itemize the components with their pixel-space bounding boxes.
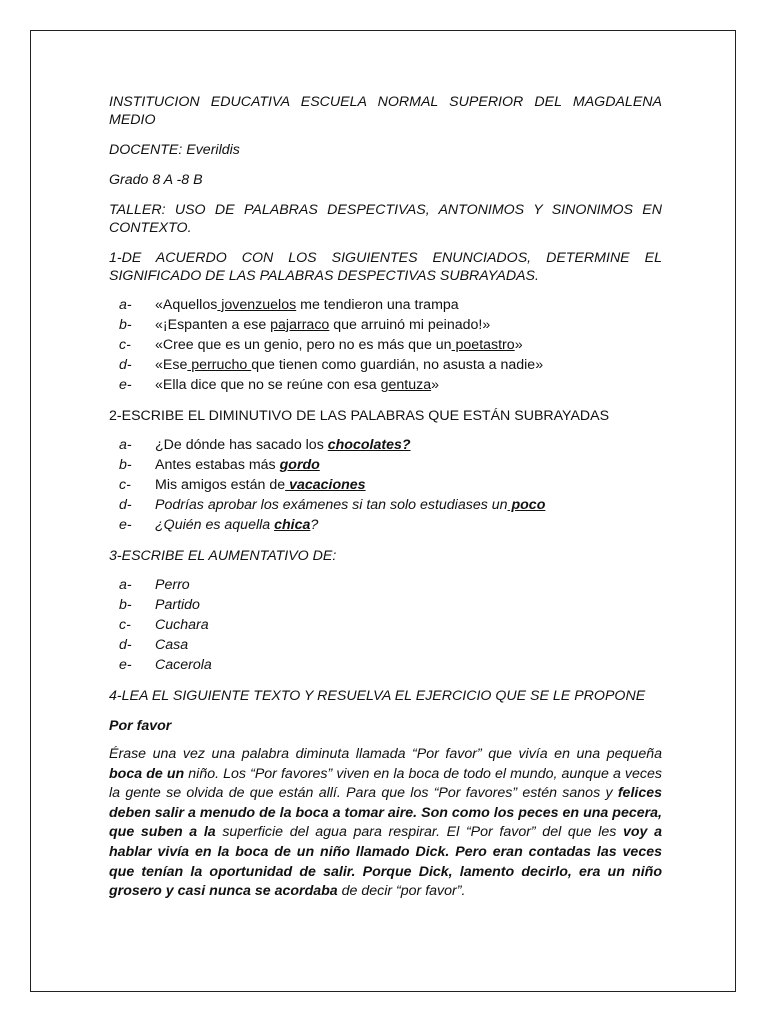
underlined-word: poco <box>507 497 546 513</box>
item-label: d- <box>119 637 132 653</box>
story-text: Érase una vez una palabra diminuta llamada “Por favor” que vivía en una pequeña boca de un niño. Los “Por favores” viven en la boca de todo el mundo, aunque a veces la gente se olvida de que están allí. Para que los “Por favores” estén sanos y felices deben salir a menudo de la boca a tomar aire. Son como los peces en una pecera, que suben a la superficie del agua para respirar. El “Por favor” del que les voy a hablar vivía en la boca de un niño llamado Dick. Pero eran contadas las veces que tenían la oportunidad de salir. Porque Dick, lamento decirlo, era un niño grosero y casi nunca se acordaba de decir “por favor”. <box>109 746 662 900</box>
underlined-word: pajarraco <box>270 317 330 333</box>
item-text: «Ella dice que no se reúne con esa gentuza» <box>155 377 439 393</box>
teacher-line: DOCENTE: Everildis <box>109 142 240 158</box>
item-text: Partido <box>155 597 200 613</box>
section1-list <box>109 295 662 395</box>
item-text: Cacerola <box>155 657 212 673</box>
item-text: «¡Espanten a ese pajarraco que arruinó mi peinado!» <box>155 317 491 333</box>
item-label: a- <box>119 437 132 453</box>
list-item <box>119 575 662 595</box>
workshop-title: TALLER: USO DE PALABRAS DESPECTIVAS, ANTONIMOS Y SINONIMOS EN CONTEXTO. <box>109 202 662 236</box>
item-label: b- <box>119 317 132 333</box>
underlined-word: chocolates? <box>327 437 411 453</box>
section1-instruction: 1-DE ACUERDO CON LOS SIGUIENTES ENUNCIADOS, DETERMINE EL SIGNIFICADO DE LAS PALABRAS DESPECTIVAS SUBRAYADAS. <box>109 250 662 284</box>
item-text: Perro <box>155 577 190 593</box>
item-text: «Ese perrucho que tienen como guardián, no asusta a nadie» <box>155 357 544 373</box>
item-label: c- <box>119 477 131 493</box>
underlined-word: gordo <box>279 457 320 473</box>
item-text: Podrías aprobar los exámenes si tan solo estudiases un poco <box>155 497 546 513</box>
list-item <box>119 515 662 535</box>
list-item <box>119 475 662 495</box>
list-item <box>119 315 662 335</box>
item-label: b- <box>119 457 132 473</box>
item-label: c- <box>119 617 131 633</box>
item-text: Antes estabas más gordo <box>155 457 320 473</box>
underlined-word: jovenzuelos <box>217 297 297 313</box>
item-label: d- <box>119 357 132 373</box>
section2-instruction: 2-ESCRIBE EL DIMINUTIVO DE LAS PALABRAS QUE ESTÁN SUBRAYADAS <box>109 408 610 424</box>
underlined-word: perrucho <box>187 357 252 373</box>
list-item <box>119 355 662 375</box>
item-label: e- <box>119 377 132 393</box>
list-item <box>119 375 662 395</box>
document-page <box>30 30 736 992</box>
grade-line: Grado 8 A -8 B <box>109 172 203 188</box>
item-label: a- <box>119 297 132 313</box>
item-label: a- <box>119 577 132 593</box>
list-item <box>119 615 662 635</box>
item-label: d- <box>119 497 132 513</box>
list-item <box>119 435 662 455</box>
section4-instruction: 4-LEA EL SIGUIENTE TEXTO Y RESUELVA EL EJERCICIO QUE SE LE PROPONE <box>109 688 646 704</box>
item-label: e- <box>119 517 132 533</box>
item-text: Mis amigos están de vacaciones <box>155 477 366 493</box>
item-text: ¿De dónde has sacado los chocolates? <box>155 437 411 453</box>
list-item <box>119 495 662 515</box>
underlined-word: gentuza <box>380 377 432 393</box>
document-content <box>109 93 662 902</box>
item-label: e- <box>119 657 132 673</box>
section2-list <box>109 435 662 535</box>
item-text: «Cree que es un genio, pero no es más que un poetastro» <box>155 337 523 353</box>
item-text: Casa <box>155 637 189 653</box>
story-title: Por favor <box>109 718 172 734</box>
section3-list <box>109 575 662 675</box>
list-item <box>119 595 662 615</box>
item-text: «Aquellos jovenzuelos me tendieron una trampa <box>155 297 459 313</box>
list-item <box>119 455 662 475</box>
underlined-word: poetastro <box>451 337 515 353</box>
institution-title: INSTITUCION EDUCATIVA ESCUELA NORMAL SUPERIOR DEL MAGDALENA MEDIO <box>109 94 662 128</box>
item-label: b- <box>119 597 132 613</box>
underlined-word: chica <box>274 517 311 533</box>
list-item <box>119 335 662 355</box>
item-label: c- <box>119 337 131 353</box>
item-text: ¿Quién es aquella chica? <box>155 517 319 533</box>
item-text: Cuchara <box>155 617 209 633</box>
underlined-word: vacaciones <box>285 477 366 493</box>
list-item <box>119 655 662 675</box>
list-item <box>119 635 662 655</box>
list-item <box>119 295 662 315</box>
section3-instruction: 3-ESCRIBE EL AUMENTATIVO DE: <box>109 548 337 564</box>
